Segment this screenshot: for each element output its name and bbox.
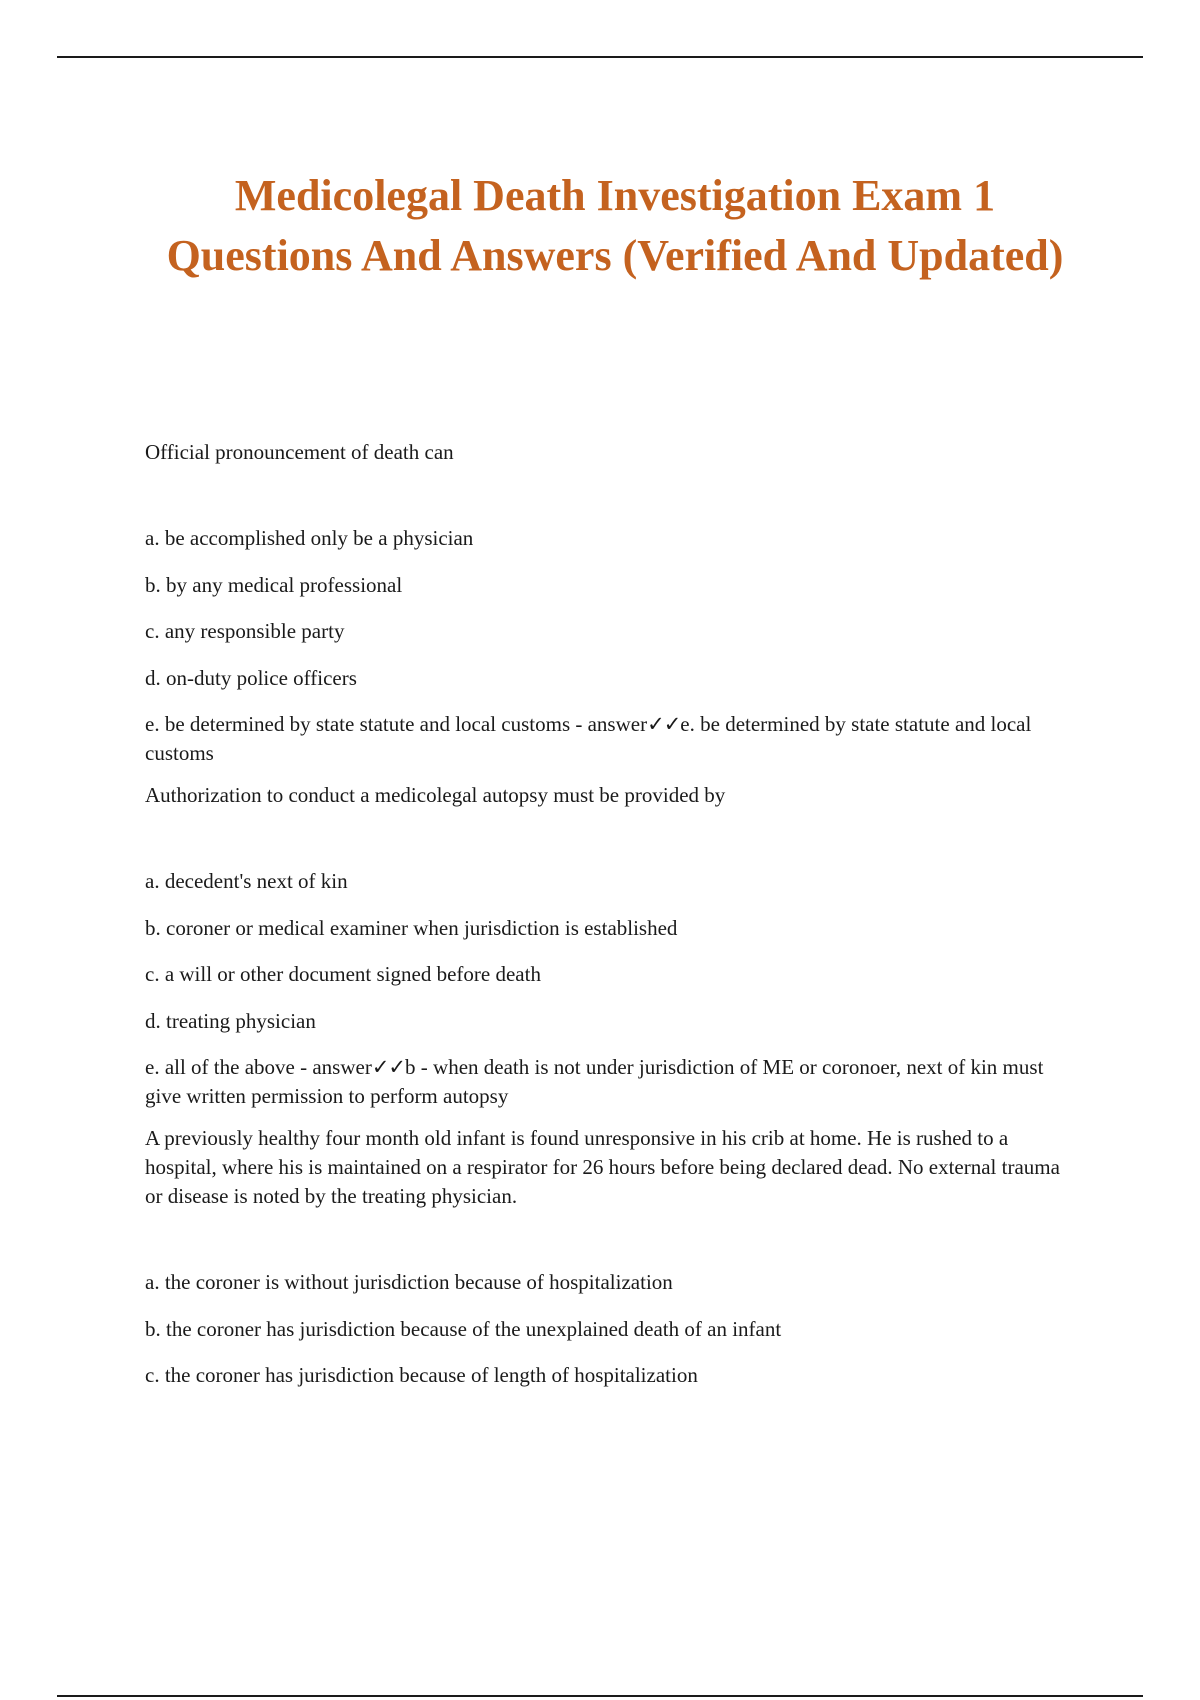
answer-option: d. on-duty police officers <box>145 665 357 690</box>
checkmark-icon: ✓✓ <box>371 1055 406 1079</box>
answer-option-with-answer <box>145 710 1080 768</box>
footer-rule <box>57 1695 1143 1697</box>
answer-text: e. be determined by state statute and local customs <box>145 712 1032 765</box>
checkmark-icon: ✓✓ <box>647 712 681 736</box>
answer-option: b. the coroner has jurisdiction because of the unexplained death of an infant <box>145 1316 782 1341</box>
question-block <box>145 781 1080 1111</box>
answer-option: a. decedent's next of kin <box>145 869 348 893</box>
answer-option: c. a will or other document signed before death <box>145 962 541 986</box>
page-title: Medicolegal Death Investigation Exam 1 Questions And Answers (Verified And Updated) <box>166 171 1064 280</box>
answer-option: b. coroner or medical examiner when jurisdiction is established <box>145 915 678 940</box>
answer-option-text: e. all of the above - answer <box>145 1055 372 1079</box>
question-prompt: A previously healthy four month old infant is found unresponsive in his crib at home. He is rushed to a hospital, where his is maintained on a respirator for 26 hours before being declared dead. No external trauma or disease is noted by the treating physician. <box>145 1126 1060 1208</box>
answer-option: a. the coroner is without jurisdiction because of hospitalization <box>145 1270 673 1294</box>
question-prompt: Authorization to conduct a medicolegal autopsy must be provided by <box>145 783 726 807</box>
answer-option: c. any responsible party <box>145 619 345 643</box>
answer-option: a. be accomplished only be a physician <box>145 526 474 550</box>
answer-option-with-answer <box>145 1053 1080 1111</box>
question-block <box>145 1124 1080 1390</box>
answer-text: b - when death is not under jurisdiction of ME or coronoer, next of kin must give written permission to perform autopsy <box>145 1055 1044 1108</box>
answer-option: d. treating physician <box>145 1008 316 1033</box>
answer-option: b. by any medical professional <box>145 572 403 597</box>
answer-option: c. the coroner has jurisdiction because of length of hospitalization <box>145 1363 698 1387</box>
answer-option-text: e. be determined by state statute and local customs - answer <box>145 712 648 736</box>
header-rule <box>57 56 1143 58</box>
document-body <box>145 438 1080 1408</box>
question-block <box>145 438 1080 768</box>
question-prompt: Official pronouncement of death can <box>145 440 454 464</box>
